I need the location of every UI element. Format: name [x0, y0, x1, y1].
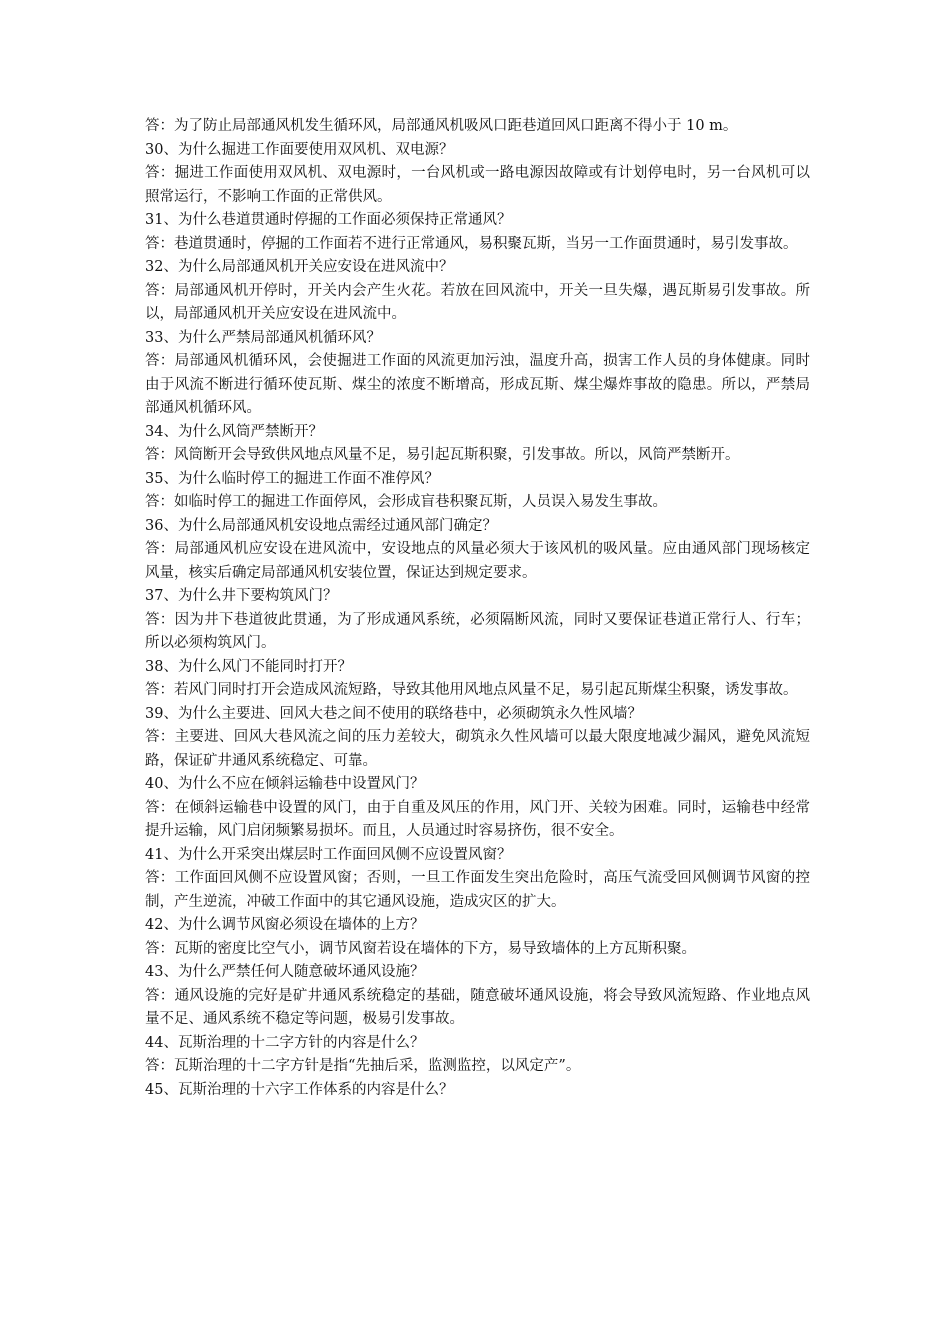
answer-40: 答：在倾斜运输巷中设置的风门，由于自重及风压的作用，风门开、关较为困难。同时，运输巷中经常提升运输，风门启闭频繁易损坏。而且，人员通过时容易挤伤，很不安全。	[145, 799, 810, 839]
question-40: 40、为什么不应在倾斜运输巷中设置风门？	[145, 776, 425, 792]
answer-32: 答：局部通风机开停时，开关内会产生火花。若放在回风流中，开关一旦失爆，遇瓦斯易引发事故。所以，局部通风机开关应安设在进风流中。	[145, 282, 810, 322]
question-35: 35、为什么临时停工的掘进工作面不准停风？	[145, 470, 439, 487]
question-45: 45、瓦斯治理的十六字工作体系的内容是什么？	[145, 1081, 454, 1098]
answer-39: 答：主要进、回风大巷风流之间的压力差较大，砌筑永久性风墙可以最大限度地减少漏风，避免风流短路，保证矿井通风系统稳定、可靠。	[145, 729, 810, 769]
answer-34: 答：风筒断开会导致供风地点风量不足，易引起瓦斯积聚，引发事故。所以，风筒严禁断开。	[145, 447, 740, 463]
answer-31: 答：巷道贯通时，停掘的工作面若不进行正常通风，易积聚瓦斯，当另一工作面贯通时，易引发事故。	[145, 235, 798, 252]
answer-36: 答：局部通风机应安设在进风流中，安设地点的风量必须大于该风机的吸风量。应由通风部门现场核定风量，核实后确定局部通风机安装位置，保证达到规定要求。	[145, 541, 810, 581]
answer-38: 答：若风门同时打开会造成风流短路，导致其他用风地点风量不足，易引起瓦斯煤尘积聚，诱发事故。	[145, 682, 798, 698]
answer-30: 答：掘进工作面使用双风机、双电源时，一台风机或一路电源因故障或有计划停电时，另一台风机可以照常运行，不影响工作面的正常供风。	[145, 165, 810, 205]
answer-43: 答：通风设施的完好是矿井通风系统稳定的基础，随意破坏通风设施，将会导致风流短路、作业地点风量不足、通风系统不稳定等问题，极易引发事故。	[145, 987, 810, 1027]
question-36: 36、为什么局部通风机安设地点需经过通风部门确定？	[145, 517, 497, 534]
question-31: 31、为什么巷道贯通时停掘的工作面必须保持正常通风？	[145, 212, 512, 228]
answer-42: 答：瓦斯的密度比空气小，调节风窗若设在墙体的下方，易导致墙体的上方瓦斯积聚。	[145, 940, 696, 957]
question-37: 37、为什么井下要构筑风门？	[145, 588, 338, 604]
question-33: 33、为什么严禁局部通风机循环风？	[145, 329, 381, 346]
answer-29: 答：为了防止局部通风机发生循环风，局部通风机吸风口距巷道回风口距离不得小于 10 m。	[145, 118, 738, 134]
question-42: 42、为什么调节风窗必须设在墙体的上方？	[145, 917, 425, 933]
question-41: 41、为什么开采突出煤层时工作面回风侧不应设置风窗？	[145, 846, 512, 863]
question-38: 38、为什么风门不能同时打开？	[145, 658, 352, 675]
question-32: 32、为什么局部通风机开关应安设在进风流中？	[145, 259, 454, 275]
question-34: 34、为什么风筒严禁断开？	[145, 423, 323, 440]
document-page	[145, 115, 810, 1102]
answer-35: 答：如临时停工的掘进工作面停风，会形成盲巷积聚瓦斯，人员误入易发生事故。	[145, 494, 667, 510]
question-39: 39、为什么主要进、回风大巷之间不使用的联络巷中，必须砌筑永久性风墙？	[145, 705, 642, 722]
answer-44: 答：瓦斯治理的十二字方针是指“先抽后采，监测监控，以风定产”。	[145, 1058, 581, 1074]
answer-33: 答：局部通风机循环风，会使掘进工作面的风流更加污浊，温度升高，损害工作人员的身体健康。同时由于风流不断进行循环使瓦斯、煤尘的浓度不断增高，形成瓦斯、煤尘爆炸事故的隐患。所以，严禁局部通风机循环风。	[145, 353, 810, 416]
answer-37: 答：因为井下巷道彼此贯通，为了形成通风系统，必须隔断风流，同时又要保证巷道正常行人、行车；所以必须构筑风门。	[145, 611, 810, 651]
answer-41: 答：工作面回风侧不应设置风窗；否则，一旦工作面发生突出危险时，高压气流受回风侧调节风窗的控制，产生逆流，冲破工作面中的其它通风设施，造成灾区的扩大。	[145, 870, 810, 910]
question-43: 43、为什么严禁任何人随意破坏通风设施？	[145, 964, 425, 980]
question-44: 44、瓦斯治理的十二字方针的内容是什么？	[145, 1034, 425, 1051]
question-30: 30、为什么掘进工作面要使用双风机、双电源？	[145, 141, 454, 158]
